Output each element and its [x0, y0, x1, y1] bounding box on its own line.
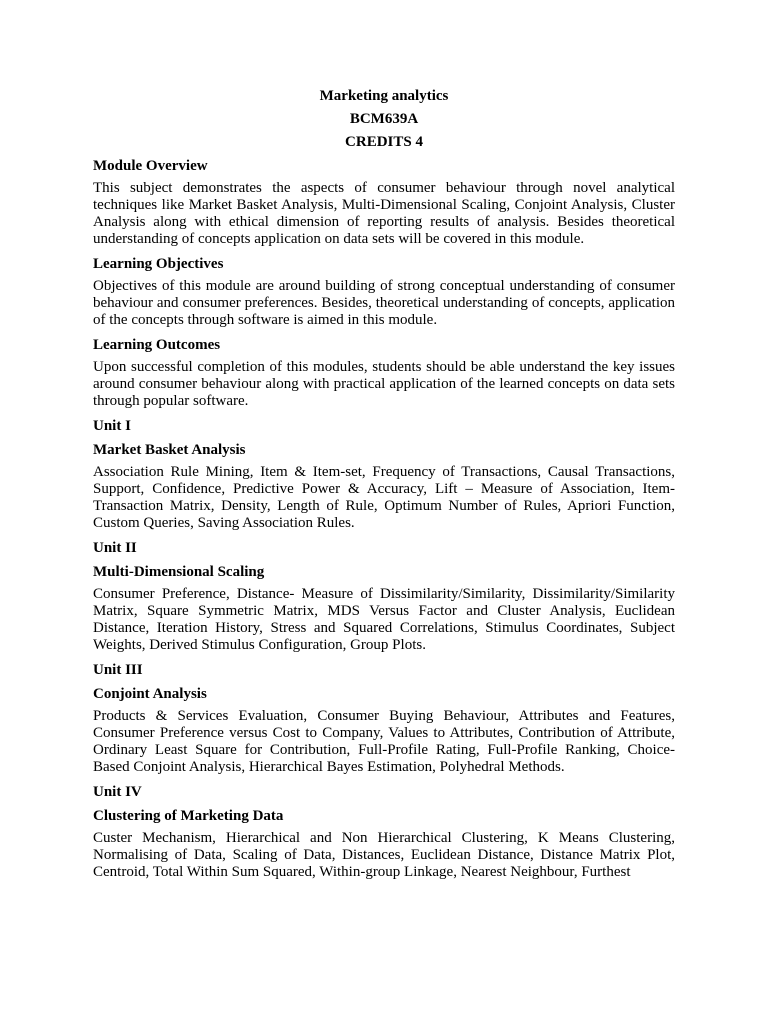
unit-3-text: Products & Services Evaluation, Consumer Buying Behaviour, Attributes and Features, Consumer Preference versus Cost to Company, Values to Attributes, Contribution of Attribute, Ordinary Least Square for Contribution, Full-Profile Rating, Full-Profile Ranking, Choice-Based Conjoint Analysis, Hierarchical Bayes Estimation, Polyhedral Methods. [93, 708, 675, 775]
unit-4-text: Custer Mechanism, Hierarchical and Non Hierarchical Clustering, K Means Clustering, Normalising of Data, Scaling of Data, Distances, Euclidean Distance, Distance Matrix Plot, Centroid, Total Within Sum Squared, Within-group Linkage, Nearest Neighbour, Furthest [93, 830, 675, 880]
unit-2-text: Consumer Preference, Distance- Measure of Dissimilarity/Similarity, Dissimilarity/Similarity Matrix, Square Symmetric Matrix, MDS Versus Factor and Cluster Analysis, Euclidean Distance, Iteration History, Stress and Squared Correlations, Stimulus Coordinates, Subject Weights, Derived Stimulus Configuration, Group Plots. [93, 586, 675, 653]
unit-2-title: Multi-Dimensional Scaling [93, 564, 265, 580]
section-text-module-overview: This subject demonstrates the aspects of consumer behaviour through novel analytical techniques like Market Basket Analysis, Multi-Dimensional Scaling, Conjoint Analysis, Cluster Analysis along with ethical dimension of reporting results of analysis. Besides theoretical understanding of concepts application on data sets will be covered in this module. [93, 180, 675, 247]
section-heading-learning-objectives: Learning Objectives [93, 256, 224, 272]
section-text-learning-objectives: Objectives of this module are around building of strong conceptual understanding of consumer behaviour and consumer preferences. Besides, theoretical understanding of concepts, application of the concepts through software is aimed in this module. [93, 278, 675, 328]
section-heading-learning-outcomes: Learning Outcomes [93, 337, 221, 353]
document-title: Marketing analytics [319, 88, 449, 104]
unit-1-label: Unit I [93, 418, 131, 434]
unit-1-title: Market Basket Analysis [93, 442, 246, 458]
section-text-learning-outcomes: Upon successful completion of this modules, students should be able understand the key issues around consumer behaviour along with practical application of the learned concepts on data sets through popular software. [93, 359, 675, 409]
unit-3-label: Unit III [93, 662, 143, 678]
unit-4-label: Unit IV [93, 784, 142, 800]
unit-2-label: Unit II [93, 540, 137, 556]
course-code: BCM639A [349, 111, 419, 127]
unit-3-title: Conjoint Analysis [93, 686, 207, 702]
unit-4-title: Clustering of Marketing Data [93, 808, 284, 824]
section-heading-module-overview: Module Overview [93, 158, 208, 174]
course-credits: CREDITS 4 [345, 134, 423, 150]
document-page [93, 86, 675, 887]
unit-1-text: Association Rule Mining, Item & Item-set, Frequency of Transactions, Causal Transactions, Support, Confidence, Predictive Power & Accuracy, Lift – Measure of Association, Item-Transaction Matrix, Density, Length of Rule, Optimum Number of Rules, Apriori Function, Custom Queries, Saving Association Rules. [93, 464, 675, 531]
